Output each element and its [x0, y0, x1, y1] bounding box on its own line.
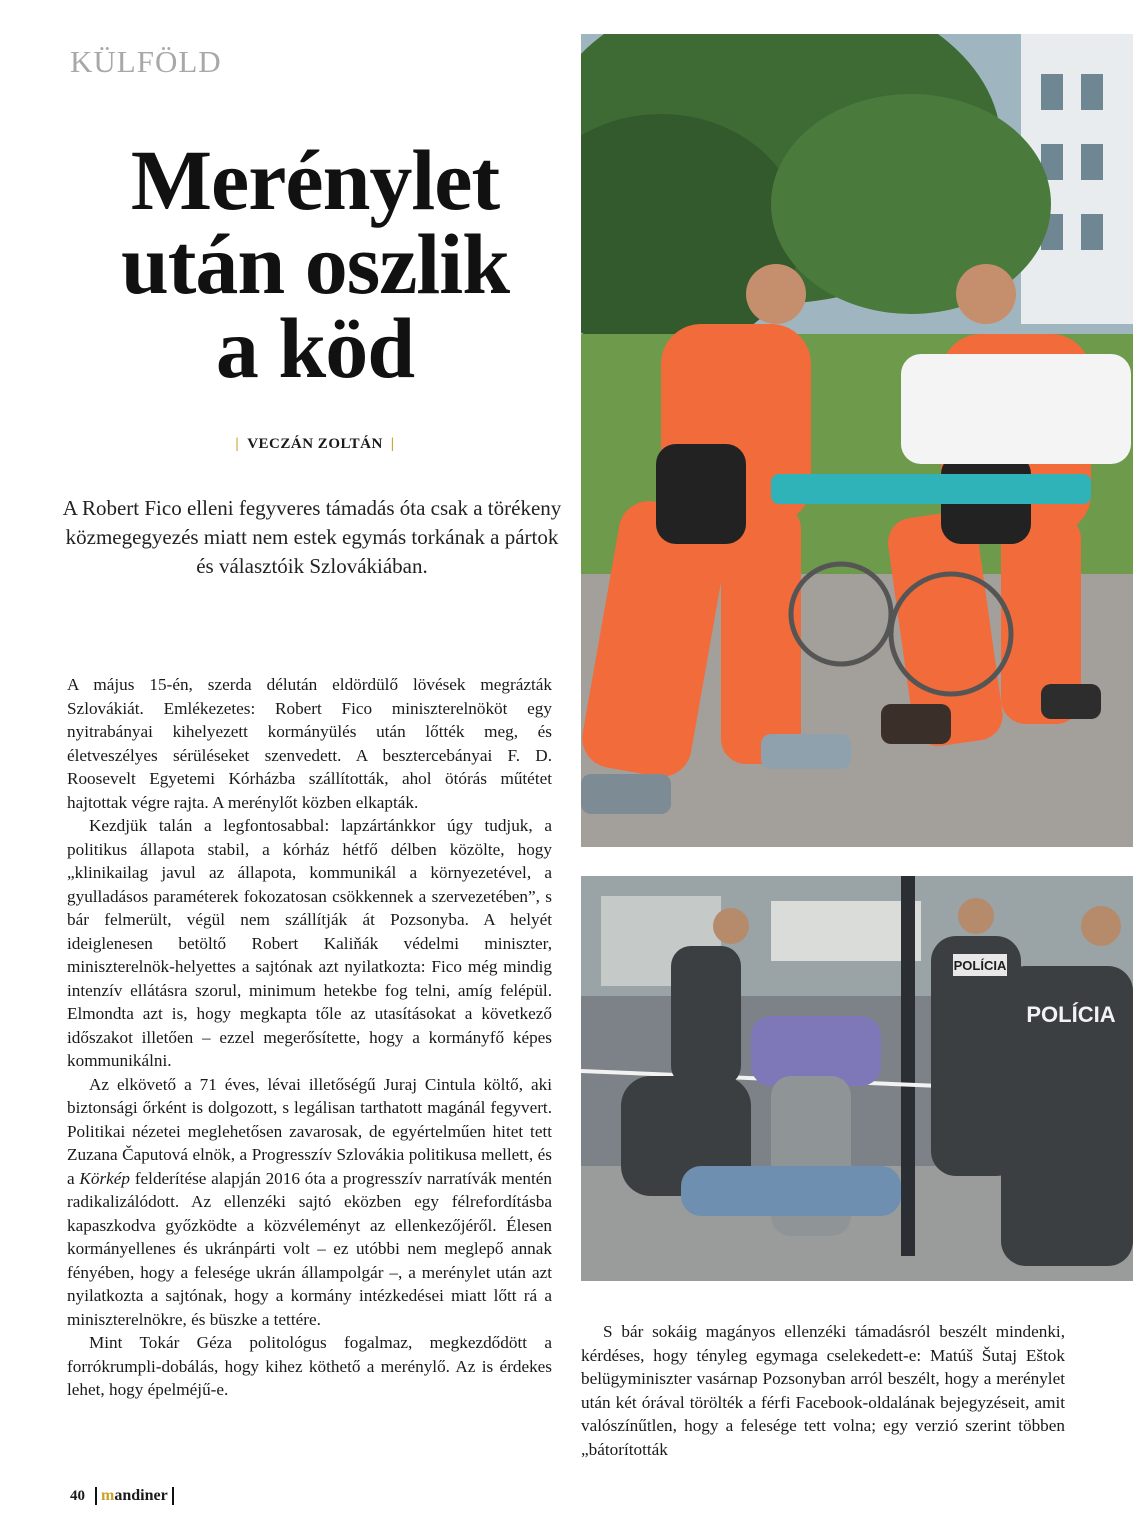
- police-vest-label-small: POLÍCIA: [953, 958, 1007, 973]
- article-lead: A Robert Fico elleni fegyveres támadás óta csak a törékeny közmegegyezés miatt nem estek egymás torkának a pártok és választóik Szlovákiában.: [62, 496, 562, 578]
- headline-line-2: után oszlik: [120, 216, 510, 312]
- body-paragraph: A május 15-én, szerda délután eldördülő lövések megrázták Szlovákiát. Emlékezetes: Robert Fico miniszterelnököt egy nyitrabányai kihelyezett kormányülés után lőtték meg, és életveszélyes sérüléseket szenvedett. A besztercebányai F. D. Roosevelt Egyetemi Kórházba szállították, ahol ötórás műtétet hajtottak végre rajta. A merénylőt közben elkapták.: [67, 675, 552, 812]
- logo-letter-m: m: [101, 1487, 115, 1504]
- police-vest-label: POLÍCIA: [1026, 1002, 1116, 1027]
- body-paragraph: Kezdjük talán a legfontosabbal: lapzártánkkor úgy tudjuk, a politikus állapota stabil, a kórház hétfő délben közölte, hogy „klinikailag javul az állapota, kommunikál a környezetével, a gyulladásos paraméterek fokozatosan csökkennek a szervezetében”, s bár felmerült, végül nem szállítják át Pozsonyba. A helyét ideiglenesen betöltő Robert Kaliňák védelmi miniszter, miniszterelnök-helyettes a sajtónak azt nyilatkozta: Fico még mindig intenzív ellátásra szorul, minimum hetekbe fog telni, amíg felépül. Elmondta azt is, hogy megkapta tőle az utasításokat a következő időszakot illetően – ezzel megerősítette, hogy a kormányfő képes kommunikálni.: [67, 816, 552, 1070]
- arrest-illustration: [581, 876, 1133, 1281]
- section-label: KÜLFÖLD: [70, 44, 222, 79]
- arrest-photo: [581, 876, 1133, 1281]
- article-headline: [60, 132, 570, 396]
- page-footer: [70, 1487, 174, 1505]
- byline-separator-left: |: [235, 436, 240, 452]
- headline-line-3: a köd: [215, 300, 415, 396]
- paramedics-illustration: [581, 34, 1133, 847]
- headline-line-1: Merénylet: [130, 132, 500, 228]
- body-paragraph: Mint Tokár Géza politológus fogalmaz, megkezdődött a forrókrumpli-dobálás, hogy kihez köthető a merénylő. Az is érdekes lehet, hogy épelméjű-e.: [67, 1333, 552, 1399]
- body-column-left: [67, 673, 552, 1402]
- body-column-right: S bár sokáig magányos ellenzéki támadásról beszélt mindenki, kérdéses, hogy tényleg egymaga cselekedett-e: Matúš Šutaj Eštok belügyminiszter vasárnap Pozsonyban arról beszélt, hogy a merénylet után két órával törölték a férfi Facebook-oldalának bejegyzéseit, amit valószínűtlen, hogy a felesége tett volna; egy verzió szerint többen „bátorították: [581, 1322, 1065, 1459]
- page-number: 40: [70, 1487, 85, 1504]
- paragraph-text: Az elkövető a 71 éves, lévai illetőségű Juraj Cintula költő, aki biztonsági őrként is dolgozott, s legálisan tarthatott magánál fegyvert. Politikai nézetei meglehetősen zavarosak, de egyértelműen hitet tett Zuzana Čaputová elnök, a Progresszív Szlovákia politikusa mellett, és a: [67, 1074, 552, 1188]
- mandiner-logo: [95, 1487, 174, 1505]
- publication-name: Körkép: [79, 1168, 131, 1188]
- byline: [60, 436, 570, 453]
- byline-separator-right: |: [390, 436, 395, 452]
- logo-rest: andiner: [114, 1487, 168, 1504]
- body-paragraph: [67, 1073, 552, 1332]
- author-name: VECZÁN ZOLTÁN: [247, 436, 383, 452]
- paramedics-photo: [581, 34, 1133, 847]
- paragraph-text: felderítése alapján 2016 óta a progresszív narratívák mentén radikalizálódott. Az ellenzéki sajtó eközben egy félrefordításba kapaszkodva győzködte a közvéleményt az ellenkezőjéről. Élesen kormányellenes és ukránpárti volt – ez utóbbi nem meglepő annak fényében, hogy a felesége ukrán állampolgár –, a merénylet után azt nyilatkozta a sajtónak, hogy a kormány intézkedései miatt lőtt rá a miniszterelnökre, és büszke a tettére.: [67, 1168, 552, 1329]
